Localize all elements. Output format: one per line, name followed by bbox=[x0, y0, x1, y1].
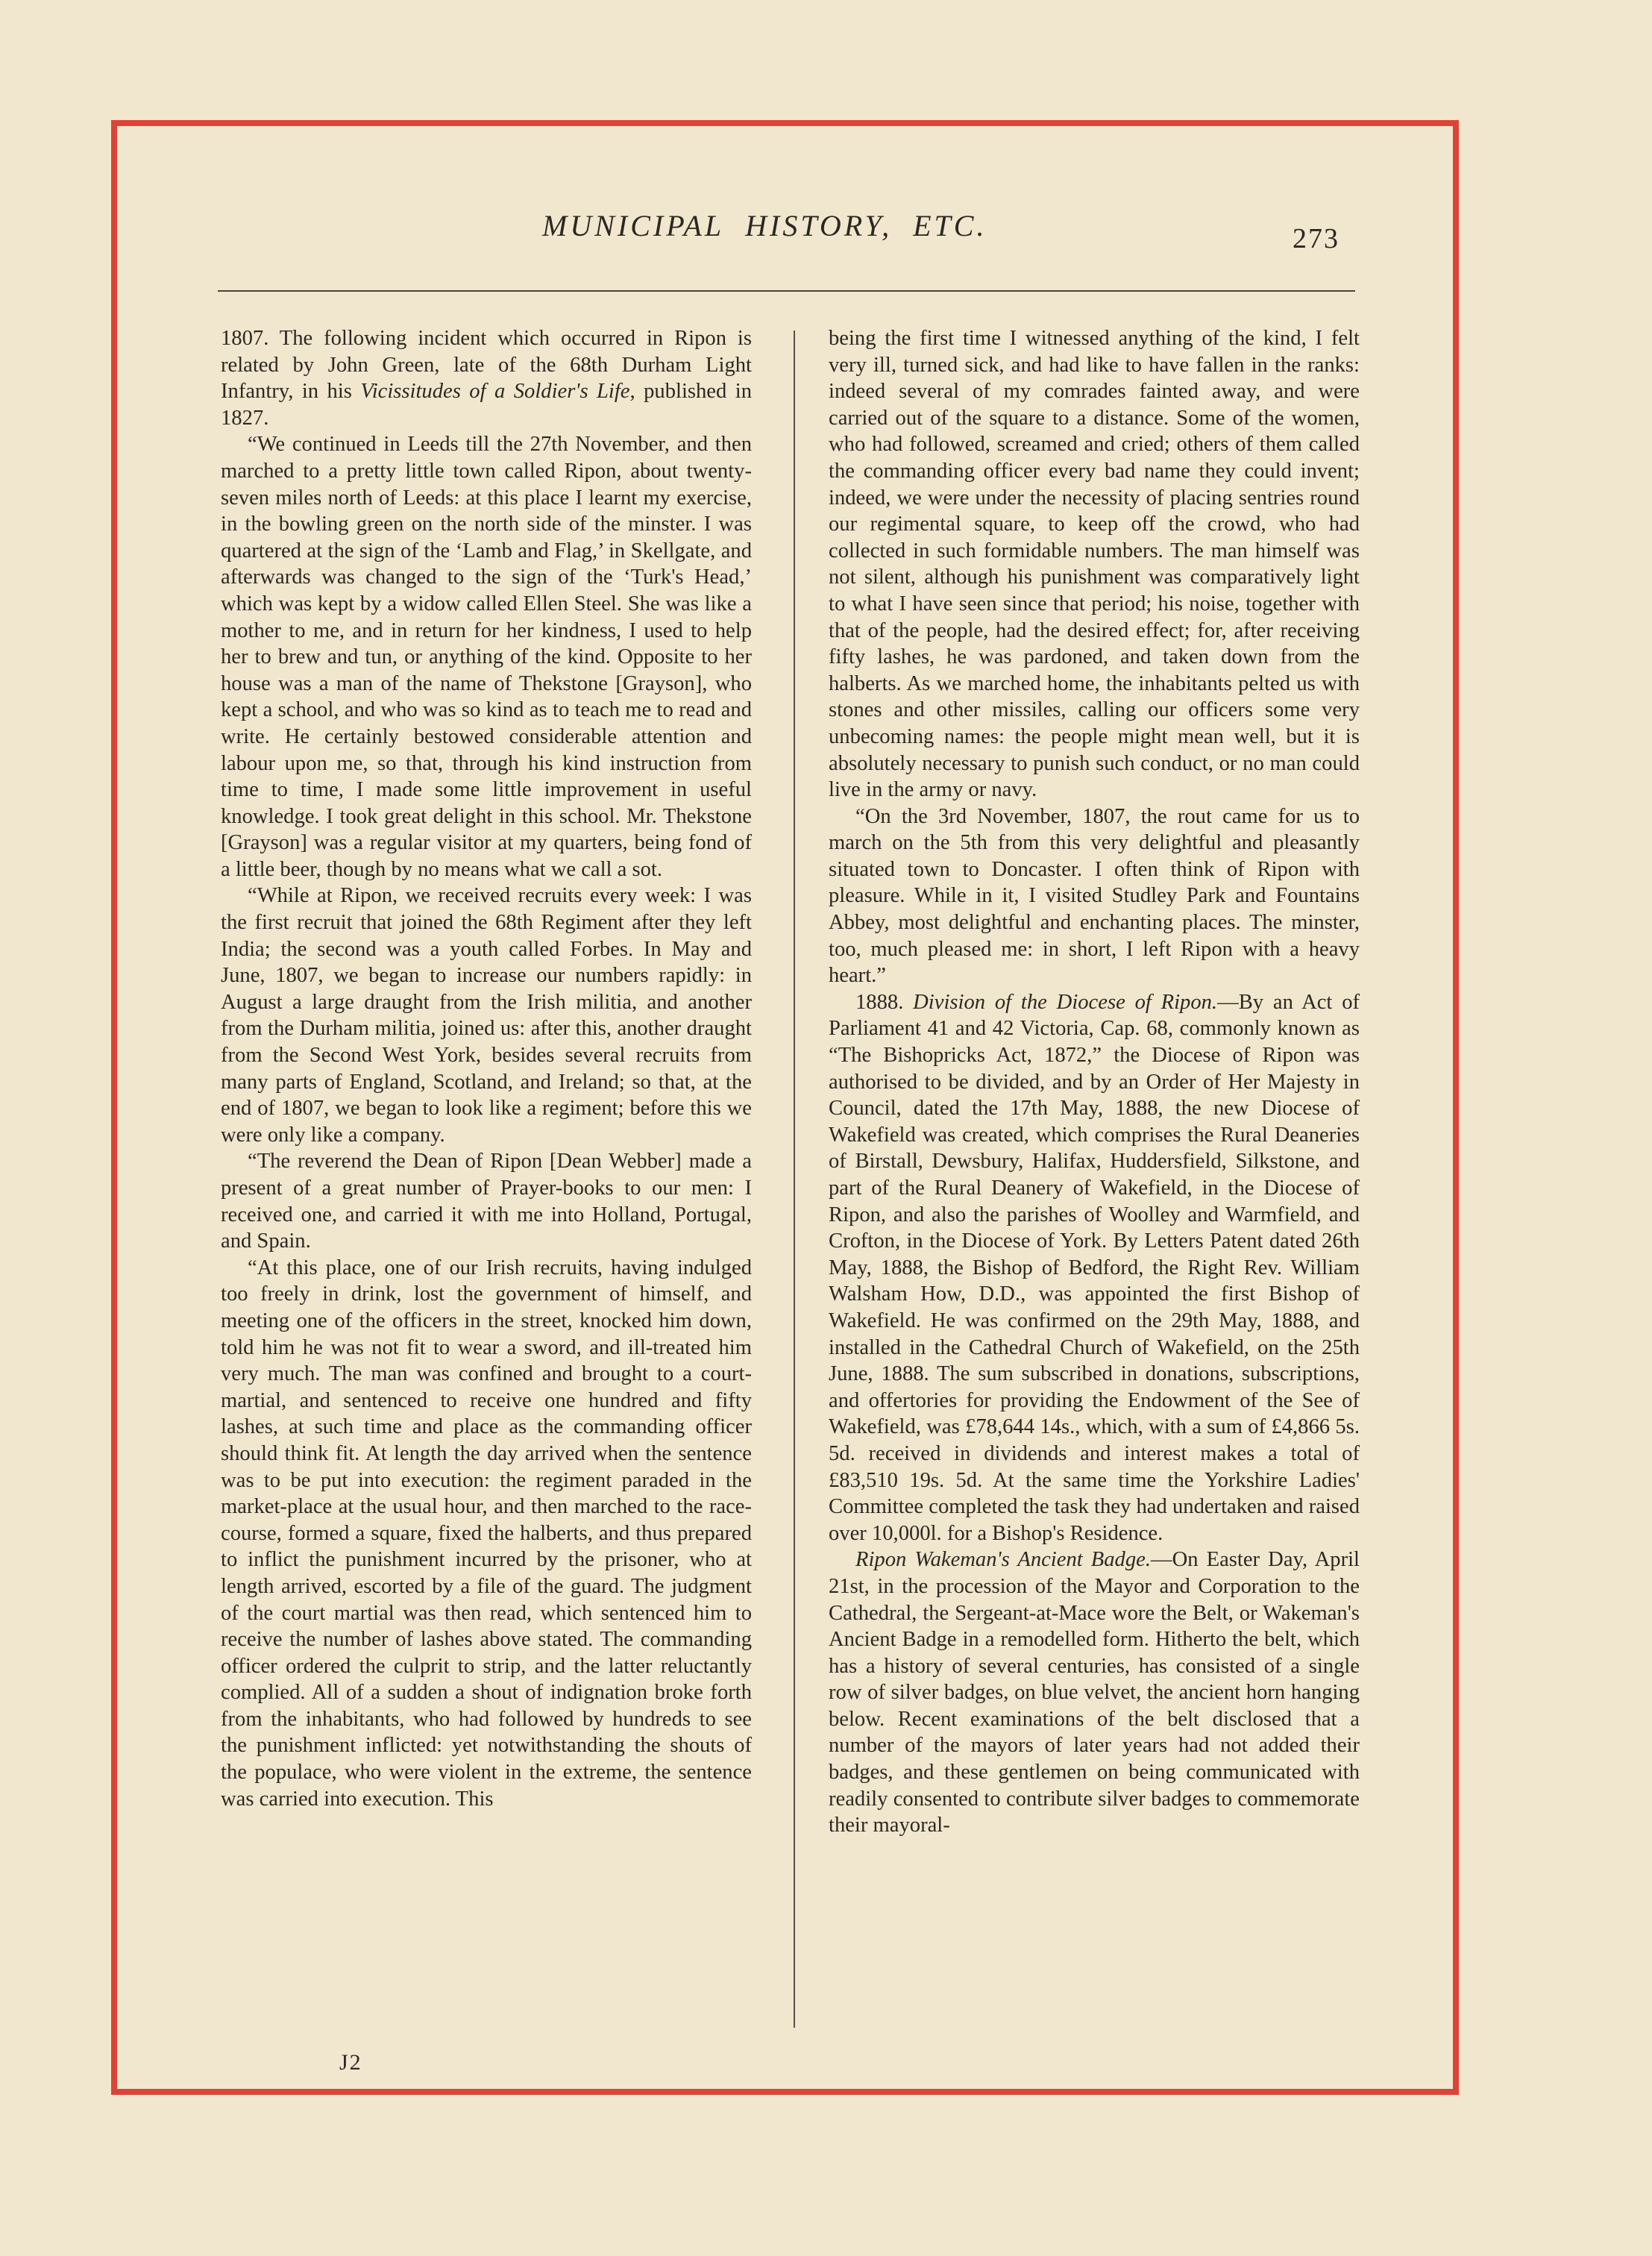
page-number: 273 bbox=[1293, 223, 1339, 254]
paragraph-text: published in 1827. bbox=[221, 380, 752, 430]
paragraph-1807-incident bbox=[221, 325, 752, 431]
section-heading: Ripon Wakeman's Ancient Badge. bbox=[855, 1548, 1151, 1572]
book-title: Vicissitudes of a Soldier's Life, bbox=[360, 380, 635, 404]
paragraph-wakeman-badge bbox=[829, 1547, 1360, 1839]
running-title-word: ETC. bbox=[913, 209, 987, 242]
header-rule bbox=[218, 290, 1355, 292]
column-divider bbox=[794, 330, 795, 2028]
paragraph-prayer-books: “The reverend the Dean of Ripon [Dean Webber] made a present of a great number of Prayer-books to our men: I received one, and carried it with me into Holland, Portugal, and Spain. bbox=[221, 1150, 752, 1253]
paragraph-leeds: “We continued in Leeds till the 27th November, and then marched to a pretty little town called Ripon, about twenty-seven miles north of Leeds: at this place I learnt my exercise, in the bowling green on the north side of the minster. I was quartered at the sign of the ‘Lamb and Flag,’ in Skellgate, and afterwards was changed to the sign of the ‘Turk's Head,’ which was kept by a widow called Ellen Steel. She was like a mother to me, and in return for her kindness, I used to help her to brew and tun, or anything of the kind. Opposite to her house was a man of the name of Thekstone [Grayson], who kept a school, and who was so kind as to teach me to read and write. He certainly bestowed considerable attention and labour upon me, so that, through his kind instruction from time to time, I made some little improvement in useful knowledge. I took great delight in this school. Mr. Thekstone [Grayson] was a regular visitor at my quarters, being fond of a little beer, though by no means what we call a sot. bbox=[221, 433, 752, 881]
running-title-word: HISTORY, bbox=[745, 209, 893, 242]
running-title bbox=[542, 208, 1008, 243]
paragraph-court-martial: “At this place, one of our Irish recruits, having indulged too freely in drink, lost the government of himself, and meeting one of the officers in the street, knocked him down, told him he was not fit to wear a sword, and ill-treated him very much. The man was confined and brought to a court-martial, and sentenced to receive one hundred and fifty lashes, at such time and place as the commanding officer should think fit. At length the day arrived when the sentence was to be put into execution: the regiment paraded in the market-place at the usual hour, and then marched to the race-course, formed a square, fixed the halberts, and thus prepared to inflict the punishment incurred by the prisoner, who at length arrived, escorted by a file of the guard. The judgment of the court martial was then read, which sentenced him to receive the number of lashes above stated. The commanding officer ordered the culprit to strip, and the latter reluctantly complied. All of a sudden a shout of indignation broke forth from the inhabitants, who had followed by hundreds to see the punishment inflicted: yet notwithstanding the shouts of the populace, who were violent in the extreme, the sentence was carried into execution. This bbox=[221, 1256, 752, 1811]
paragraph-diocese-division bbox=[829, 989, 1360, 1547]
paragraph-doncaster: “On the 3rd November, 1807, the rout came for us to march on the 5th from this very delightful and pleasantly situated town to Doncaster. I often think of Ripon with pleasure. While in it, I visited Studley Park and Fountains Abbey, most delightful and enchanting places. The minster, too, much pleased me: in short, I left Ripon with a heavy heart.” bbox=[829, 804, 1360, 988]
paragraph-continuation: being the first time I witnessed anything of the kind, I felt very ill, turned sick, and had like to have fallen in the ranks: indeed several of my comrades fainted away, and were carried out of the square to a distance. Some of the women, who had followed, screamed and cried; others of them called the commanding officer every bad name they could invent; indeed, we were under the necessity of placing sentries round our regimental square, to keep off the crowd, who had collected in such formidable numbers. The man himself was not silent, although his punishment was comparatively light to what I have seen since that period; his noise, together with that of the people, had the desired effect; for, after receiving fifty lashes, he was pardoned, and taken down from the halberts. As we marched home, the inhabitants pelted us with stones and other missiles, calling our officers some very unbecoming names: the people might mean well, but it is absolutely necessary to punish such conduct, or no man could live in the army or navy. bbox=[829, 327, 1360, 802]
running-title-word: MUNICIPAL bbox=[542, 209, 725, 242]
paragraph-recruits: “While at Ripon, we received recruits every week: I was the first recruit that joined the 68th Regiment after they left India; the second was a youth called Forbes. In May and June, 1807, we began to increase our numbers rapidly: in August a large draught from the Irish militia, and another from the Durham militia, joined us: after this, another draught from the Second West York, besides several recruits from many parts of England, Scotland, and Ireland; so that, at the end of 1807, we began to look like a regiment; before this we were only like a company. bbox=[221, 884, 752, 1147]
paragraph-text: —By an Act of Parliament 41 and 42 Victoria, Cap. 68, commonly known as “The Bishopricks Act, 1872,” the Diocese of Ripon was authorised to be divided, and by an Order of Her Majesty in Council, dated the 17th May, 1888, the new Diocese of Wakefield was created, which comprises the Rural Deaneries of Birstall, Dewsbury, Halifax, Huddersfield, Silkstone, and part of the Rural Deanery of Wakefield, in the Diocese of Ripon, and also the parishes of Woolley and Warmfield, and Crofton, in the Diocese of York. By Letters Patent dated 26th May, 1888, the Bishop of Bedford, the Right Rev. William Walsham How, D.D., was appointed the first Bishop of Wakefield. He was confirmed on the 29th May, 1888, and installed in the Cathedral Church of Wakefield, on the 25th June, 1888. The sum subscribed in donations, subscriptions, and offertories for providing the Endowment of the See of Wakefield, was £78,644 14s., which, with a sum of £4,866 5s. 5d. received in dividends and interest makes a total of £83,510 19s. 5d. At the same time the Yorkshire Ladies' Committee completed the task they had undertaken and raised over 10,000l. for a Bishop's Residence. bbox=[829, 990, 1360, 1545]
left-column bbox=[221, 325, 752, 1812]
paragraph-text: 1888. bbox=[855, 990, 914, 1014]
paragraph-text: 1807. The following incident which occurred in Ripon is related by John Green, late of the 68th Durham Light Infantry, in his bbox=[221, 327, 752, 404]
paragraph-text: —On Easter Day, April 21st, in the procession of the Mayor and Corporation to the Cathedral, the Sergeant-at-Mace wore the Belt, or Wakeman's Ancient Badge in a remodelled form. Hitherto the belt, which has a history of several centuries, has consisted of a single row of silver badges, on blue velvet, the ancient horn hanging below. Recent examinations of the belt disclosed that a number of the mayors of later years had not added their badges, and these gentlemen on being communicated with readily consented to contribute silver badges to commemorate their mayoral- bbox=[829, 1548, 1360, 1837]
printer-signature-mark: J2 bbox=[339, 2050, 362, 2075]
section-heading: Division of the Diocese of Ripon. bbox=[913, 990, 1218, 1014]
right-column bbox=[829, 325, 1360, 1839]
